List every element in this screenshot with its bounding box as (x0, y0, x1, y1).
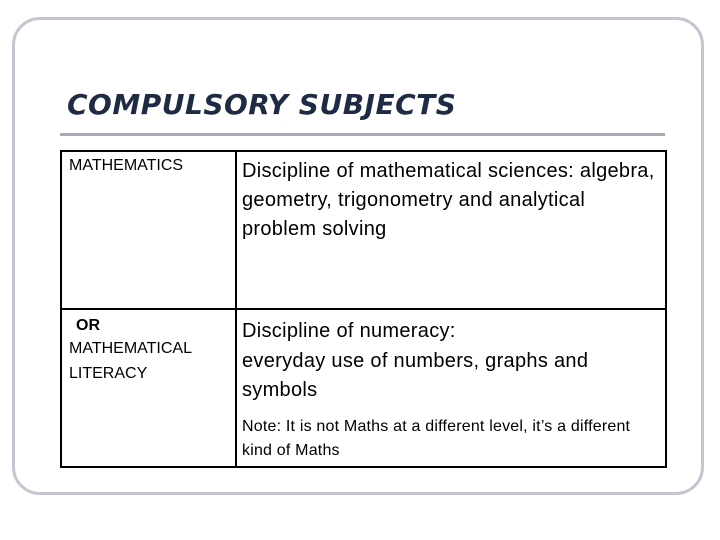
subject-cell-mathematical-literacy (60, 308, 235, 468)
description-cell-mathematical-literacy (235, 308, 667, 468)
subject-cell-mathematics (60, 150, 235, 308)
subject-description: Discipline of mathematical sciences: algebra, geometry, trigonometry and analytical problem solving (242, 160, 655, 240)
slide-title: COMPULSORY SUBJECTS (67, 88, 457, 121)
title-divider (60, 133, 665, 136)
subject-description: everyday use of numbers, graphs and symbols (242, 350, 589, 401)
subject-description-heading: Discipline of numeracy: (242, 320, 456, 342)
description-cell-mathematics (235, 150, 667, 308)
or-connector: OR (76, 317, 100, 334)
subject-name: MATHEMATICAL LITERACY (69, 340, 192, 382)
subject-note: Note: It is not Maths at a different level, it’s a different kind of Maths (242, 418, 631, 459)
subject-name: MATHEMATICS (69, 157, 184, 174)
